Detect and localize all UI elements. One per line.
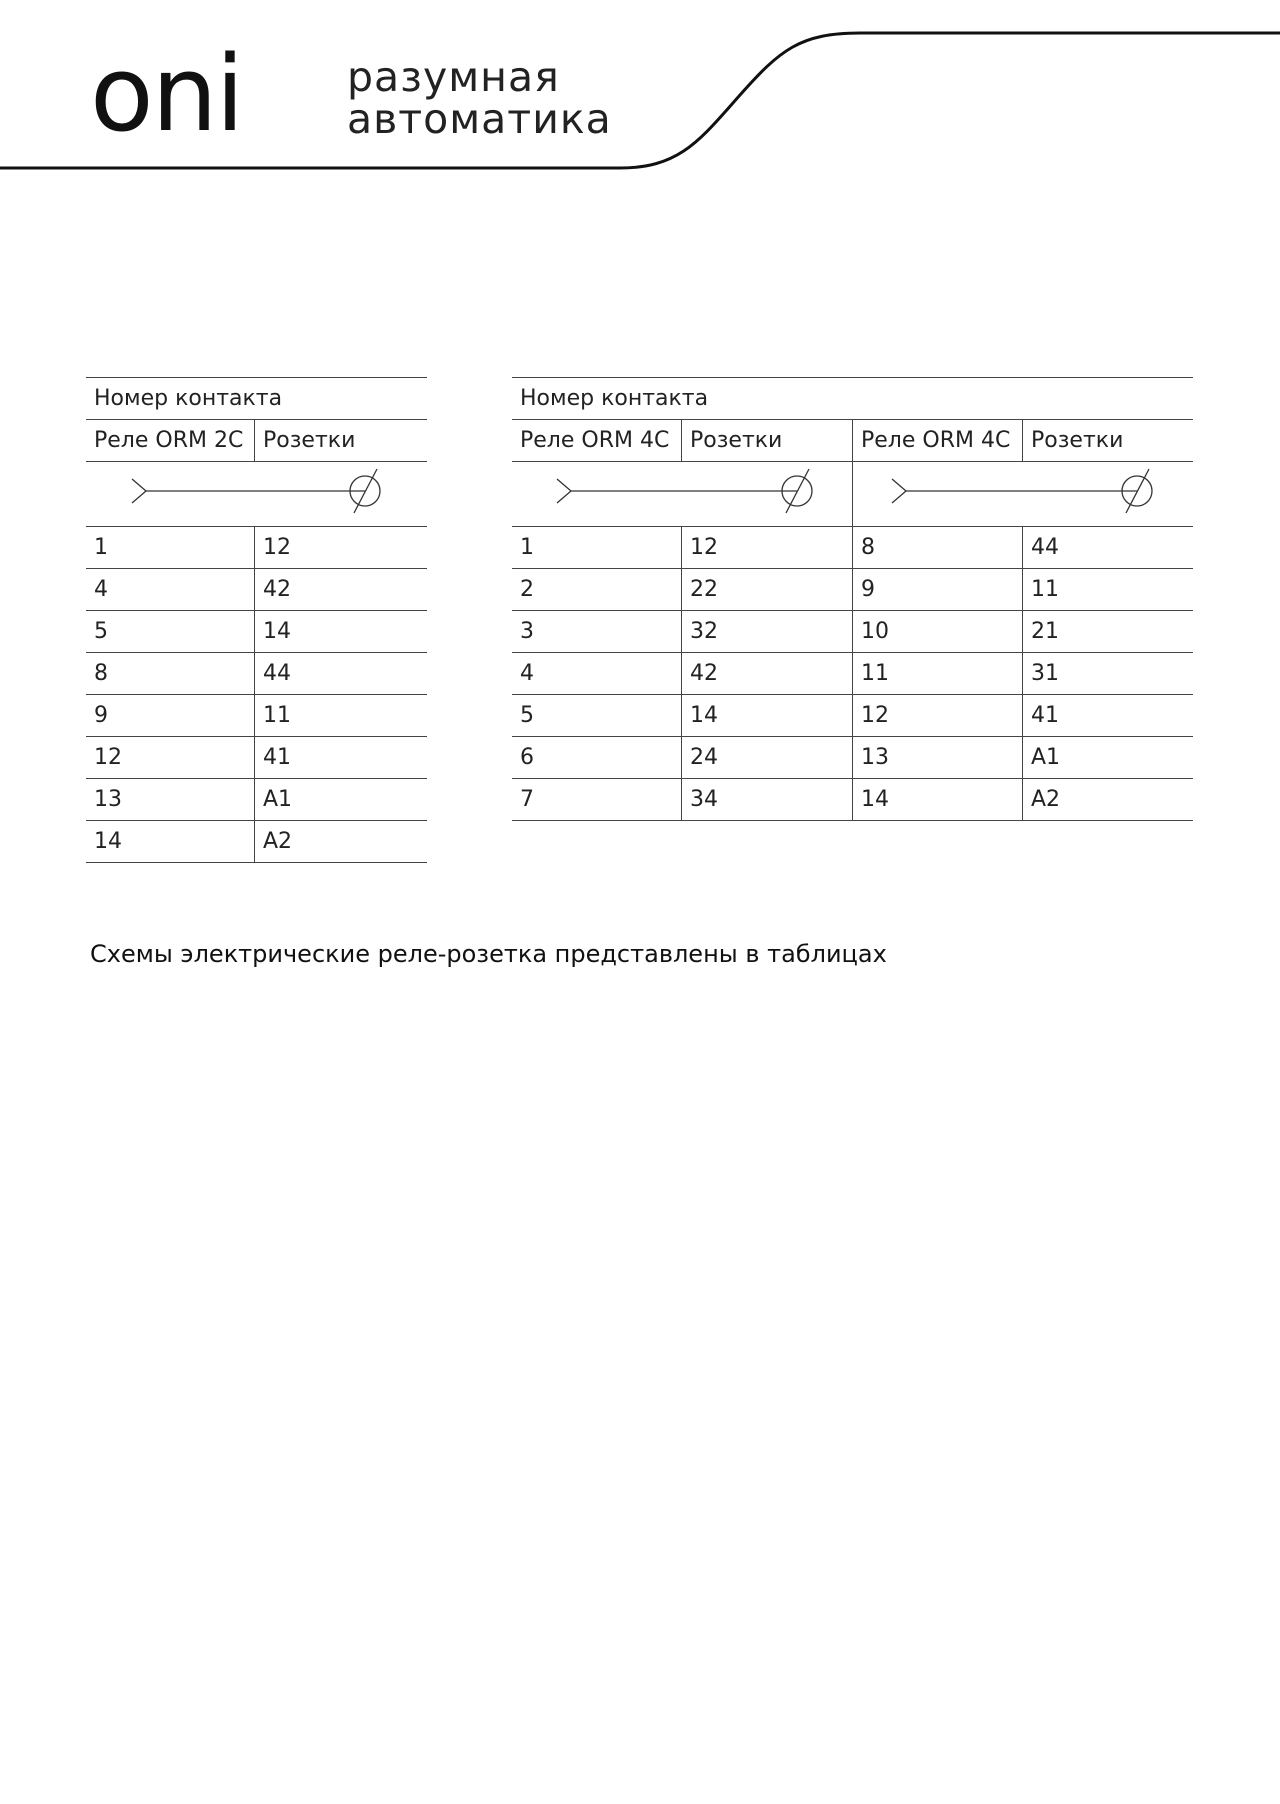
table-row bbox=[86, 695, 427, 737]
socket-contact-cell: 42 bbox=[681, 653, 852, 695]
tables-caption: Схемы электрические реле-розетка представлены в таблицах bbox=[90, 940, 887, 968]
column-header-relay: Реле ORM 4C bbox=[512, 420, 681, 462]
relay-contact-cell: 3 bbox=[512, 611, 681, 653]
socket-contact-cell: 21 bbox=[1023, 611, 1194, 653]
connector-symbol-cell bbox=[512, 462, 853, 527]
socket-contact-cell: 32 bbox=[681, 611, 852, 653]
pin-table-orm-4c bbox=[512, 377, 1193, 821]
relay-contact-cell: 4 bbox=[512, 653, 681, 695]
table-row bbox=[512, 779, 1193, 821]
table-row bbox=[512, 737, 1193, 779]
table-row bbox=[512, 695, 1193, 737]
pin-table-orm-2c bbox=[86, 377, 427, 863]
connector-symbol-cell bbox=[853, 462, 1194, 527]
table-row bbox=[86, 527, 427, 569]
relay-contact-cell: 2 bbox=[512, 569, 681, 611]
column-header-socket: Розетки bbox=[1023, 420, 1194, 462]
socket-contact-cell: 41 bbox=[255, 737, 428, 779]
column-header-relay: Реле ORM 4C bbox=[853, 420, 1023, 462]
socket-contact-cell: 44 bbox=[255, 653, 428, 695]
relay-contact-cell: 8 bbox=[853, 527, 1023, 569]
relay-contact-cell: 13 bbox=[853, 737, 1023, 779]
relay-contact-cell: 8 bbox=[86, 653, 255, 695]
relay-contact-cell: 6 bbox=[512, 737, 681, 779]
table-row bbox=[86, 737, 427, 779]
relay-contact-cell: 5 bbox=[512, 695, 681, 737]
relay-contact-cell: 10 bbox=[853, 611, 1023, 653]
socket-contact-cell: 11 bbox=[1023, 569, 1194, 611]
table-row bbox=[86, 653, 427, 695]
table-row bbox=[512, 569, 1193, 611]
socket-contact-cell: 42 bbox=[255, 569, 428, 611]
column-header-relay: Реле ORM 2C bbox=[86, 420, 255, 462]
table-row bbox=[512, 527, 1193, 569]
relay-contact-cell: 5 bbox=[86, 611, 255, 653]
table-row bbox=[86, 611, 427, 653]
relay-contact-cell: 14 bbox=[853, 779, 1023, 821]
column-header-socket: Розетки bbox=[255, 420, 428, 462]
relay-contact-cell: 12 bbox=[853, 695, 1023, 737]
socket-contact-cell: A2 bbox=[1023, 779, 1194, 821]
relay-contact-cell: 9 bbox=[853, 569, 1023, 611]
relay-contact-cell: 13 bbox=[86, 779, 255, 821]
relay-contact-cell: 1 bbox=[86, 527, 255, 569]
brand-logo: oni bbox=[90, 33, 243, 155]
socket-contact-cell: 24 bbox=[681, 737, 852, 779]
table-row bbox=[86, 821, 427, 863]
socket-contact-cell: 12 bbox=[681, 527, 852, 569]
column-header-socket: Розетки bbox=[681, 420, 852, 462]
table-row bbox=[86, 569, 427, 611]
table-row bbox=[512, 611, 1193, 653]
relay-contact-cell: 4 bbox=[86, 569, 255, 611]
socket-contact-cell: 12 bbox=[255, 527, 428, 569]
brand-tagline bbox=[347, 53, 612, 143]
socket-contact-cell: 14 bbox=[255, 611, 428, 653]
relay-contact-cell: 11 bbox=[853, 653, 1023, 695]
socket-contact-cell: 11 bbox=[255, 695, 428, 737]
socket-contact-cell: 14 bbox=[681, 695, 852, 737]
plug-to-socket-symbol-icon bbox=[86, 462, 427, 520]
table-row bbox=[86, 779, 427, 821]
relay-contact-cell: 14 bbox=[86, 821, 255, 863]
socket-contact-cell: A1 bbox=[1023, 737, 1194, 779]
tagline-line-2: автоматика bbox=[347, 95, 612, 143]
relay-contact-cell: 1 bbox=[512, 527, 681, 569]
socket-contact-cell: 31 bbox=[1023, 653, 1194, 695]
connector-symbol-cell bbox=[86, 462, 427, 527]
socket-contact-cell: 22 bbox=[681, 569, 852, 611]
table-title: Номер контакта bbox=[512, 378, 1193, 420]
socket-contact-cell: A1 bbox=[255, 779, 428, 821]
plug-to-socket-symbol-icon bbox=[512, 462, 852, 520]
page-header bbox=[0, 0, 1280, 180]
relay-contact-cell: 12 bbox=[86, 737, 255, 779]
socket-contact-cell: A2 bbox=[255, 821, 428, 863]
table-row bbox=[512, 653, 1193, 695]
relay-contact-cell: 7 bbox=[512, 779, 681, 821]
table-title: Номер контакта bbox=[86, 378, 427, 420]
tagline-line-1: разумная bbox=[347, 53, 560, 101]
relay-contact-cell: 9 bbox=[86, 695, 255, 737]
socket-contact-cell: 34 bbox=[681, 779, 852, 821]
socket-contact-cell: 44 bbox=[1023, 527, 1194, 569]
plug-to-socket-symbol-icon bbox=[853, 462, 1193, 520]
socket-contact-cell: 41 bbox=[1023, 695, 1194, 737]
